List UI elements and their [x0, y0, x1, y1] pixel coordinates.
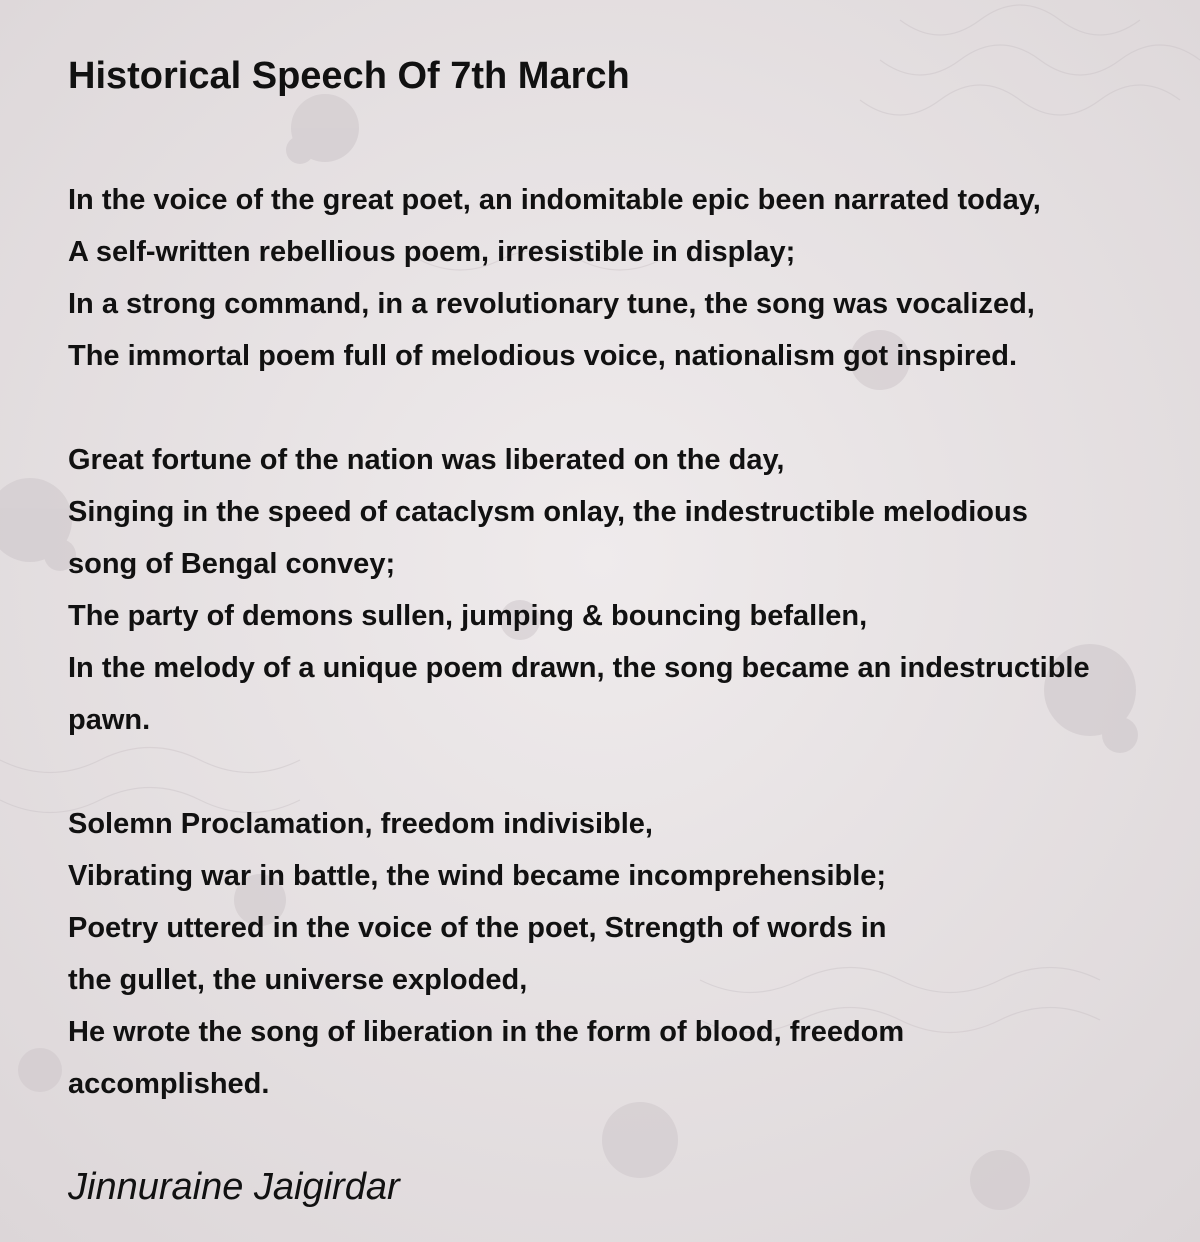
- stanza-1: [68, 174, 1200, 382]
- poem-line: He wrote the song of liberation in the form of blood, freedom: [68, 1016, 905, 1048]
- poem-line: The immortal poem full of melodious voice, nationalism got inspired.: [68, 340, 1018, 372]
- poem-line: The party of demons sullen, jumping & bouncing befallen,: [68, 600, 868, 632]
- author-name: Jinnuraine Jaigirdar: [68, 1166, 400, 1208]
- poem-line: Great fortune of the nation was liberated on the day,: [68, 444, 785, 476]
- poem-line: A self-written rebellious poem, irresistible in display;: [68, 236, 796, 268]
- poem-line: Solemn Proclamation, freedom indivisible,: [68, 808, 653, 840]
- poem-line: the gullet, the universe exploded,: [68, 964, 528, 996]
- poem-line: accomplished.: [68, 1068, 270, 1100]
- poem-line: In the melody of a unique poem drawn, the song became an indestructible: [68, 652, 1090, 684]
- poem-line: In the voice of the great poet, an indomitable epic been narrated today,: [68, 184, 1041, 216]
- poem-body: [68, 174, 1200, 1110]
- stanza-2: [68, 434, 1200, 746]
- poem-container: [68, 52, 1200, 1212]
- poem-line: Poetry uttered in the voice of the poet, Strength of words in: [68, 912, 887, 944]
- poem-line: Singing in the speed of cataclysm onlay, the indestructible melodious: [68, 496, 1028, 528]
- poem-line: In a strong command, in a revolutionary tune, the song was vocalized,: [68, 288, 1035, 320]
- poem-line: song of Bengal convey;: [68, 548, 396, 580]
- poem-title: Historical Speech Of 7th March: [68, 55, 630, 97]
- poem-line: pawn.: [68, 704, 151, 736]
- poem-line: Vibrating war in battle, the wind became incomprehensible;: [68, 860, 887, 892]
- stanza-3: [68, 798, 1200, 1110]
